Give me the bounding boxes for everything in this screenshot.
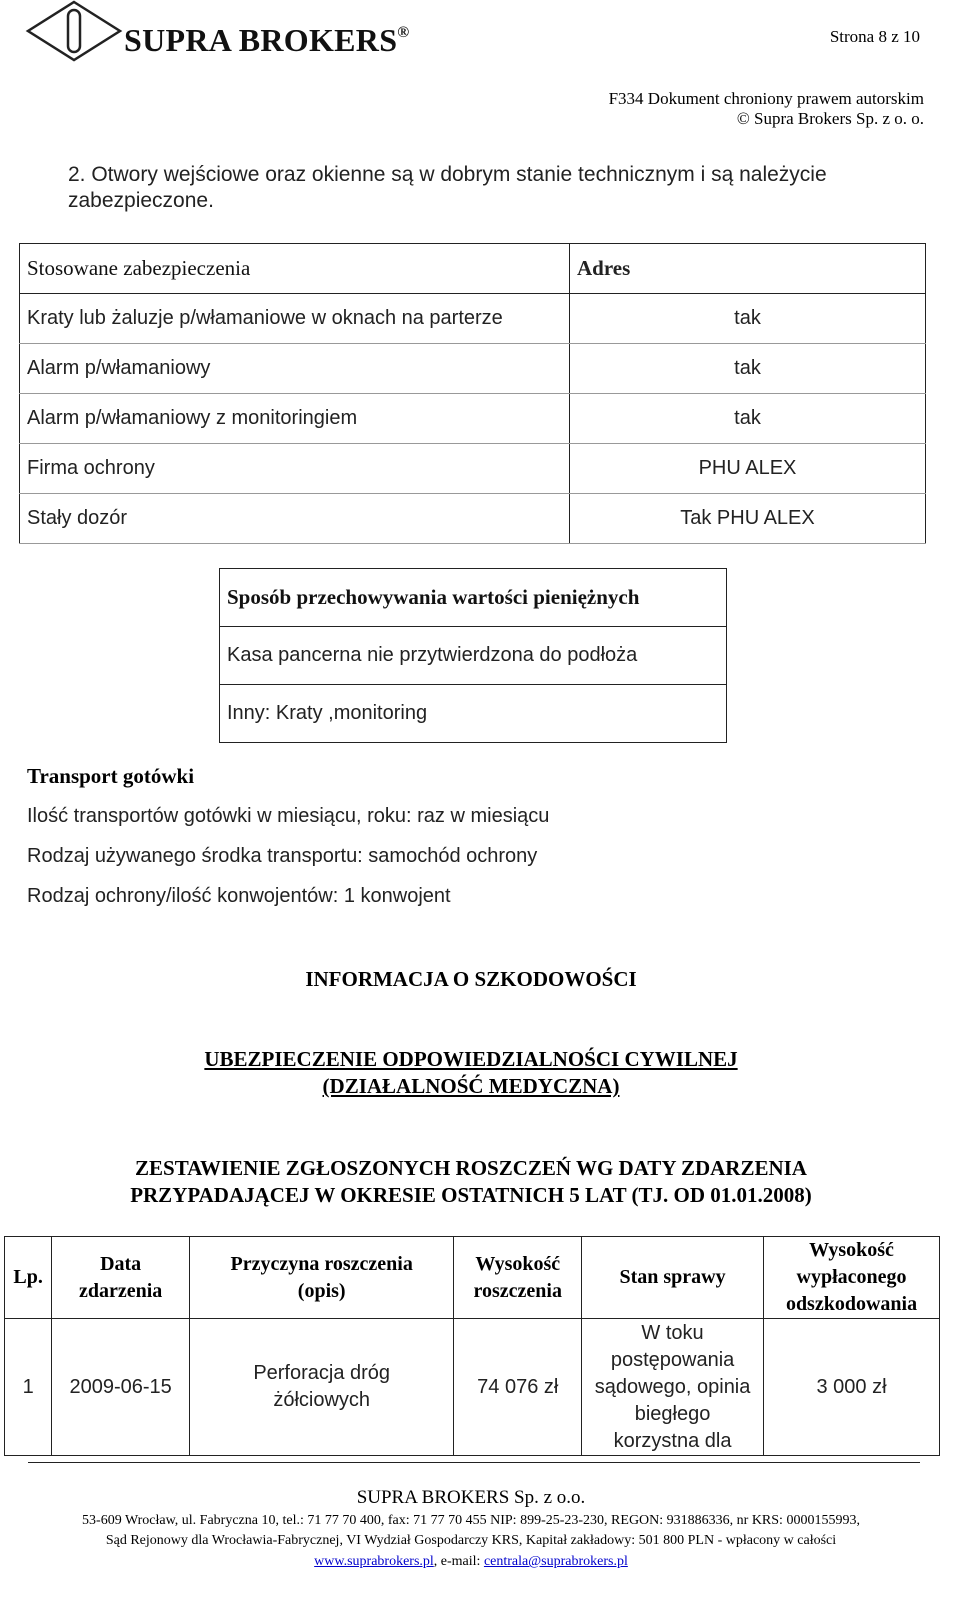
summary-title: ZESTAWIENIE ZGŁOSZONYCH ROSZCZEŃ WG DATY ZDARZENIA bbox=[135, 1156, 807, 1180]
storage-row: Kasa pancerna nie przytwierdzona do podłoża bbox=[220, 627, 727, 685]
security-label: Kraty lub żaluzje p/włamaniowe w oknach na parterze bbox=[20, 294, 570, 344]
email-link[interactable]: centrala@suprabrokers.pl bbox=[483, 1554, 628, 1569]
header-amount: Wysokość roszczenia bbox=[454, 1237, 582, 1319]
security-value: tak bbox=[570, 294, 926, 344]
header-cause: Przyczyna roszczenia (opis) bbox=[189, 1237, 453, 1319]
transport-count-line: Ilość transportów gotówki w miesiącu, roku: raz w miesiącu bbox=[27, 805, 550, 827]
copyright-notice bbox=[609, 89, 924, 129]
header-status: Stan sprawy bbox=[582, 1237, 764, 1319]
table-row bbox=[5, 1319, 940, 1456]
header-paid: Wysokość wypłaconego odszkodowania bbox=[764, 1237, 940, 1319]
security-label: Stały dozór bbox=[20, 494, 570, 544]
footer-court-line: Sąd Rejonowy dla Wrocławia-Fabrycznej, VI Wydział Gospodarczy KRS, Kapitał zakładowy: 501 800 PLN - wpłacony w całości bbox=[105, 1533, 837, 1548]
footer-contact-line bbox=[0, 1554, 942, 1570]
security-value: Tak PHU ALEX bbox=[570, 494, 926, 544]
supra-brokers-logo-icon bbox=[24, 0, 124, 62]
page-number: Strona 8 z 10 bbox=[829, 27, 920, 46]
security-label: Firma ochrony bbox=[20, 444, 570, 494]
cell-cause: Perforacja dróg żółciowych bbox=[189, 1319, 453, 1456]
storage-header: Sposób przechowywania wartości pieniężnych bbox=[220, 569, 727, 627]
footer-divider bbox=[28, 1462, 920, 1463]
security-value: tak bbox=[570, 344, 926, 394]
security-value: PHU ALEX bbox=[570, 444, 926, 494]
claims-table bbox=[4, 1236, 940, 1456]
transport-title: Transport gotówki bbox=[27, 764, 195, 788]
brand-name: SUPRA BROKERS® bbox=[124, 22, 410, 58]
doc-id-line: F334 Dokument chroniony prawem autorskim bbox=[608, 89, 924, 108]
openings-statement: 2. Otwory wejściowe oraz okienne są w dobrym stanie technicznym i są należycie zabezpieczone. bbox=[68, 163, 827, 212]
security-col2-header: Adres bbox=[570, 244, 926, 294]
cell-lp: 1 bbox=[5, 1319, 52, 1456]
footer-address-line: 53-609 Wrocław, ul. Fabryczna 10, tel.: 71 77 70 400, fax: 71 77 70 455 NIP: 899-25-23-230, REGON: 931886336, nr KRS: 0000155993, bbox=[82, 1513, 860, 1528]
insurance-subtitle: (DZIAŁALNOŚĆ MEDYCZNA) bbox=[322, 1074, 620, 1098]
cell-status: W toku postępowania sądowego, opinia biegłego korzystna dla bbox=[582, 1319, 764, 1456]
cell-date: 2009-06-15 bbox=[52, 1319, 190, 1456]
header-date: Data zdarzenia bbox=[52, 1237, 190, 1319]
security-col1-header: Stosowane zabezpieczenia bbox=[20, 244, 570, 294]
website-link[interactable]: www.suprabrokers.pl bbox=[314, 1554, 434, 1569]
footer-company: SUPRA BROKERS Sp. z o.o. bbox=[356, 1487, 586, 1508]
security-label: Alarm p/włamaniowy bbox=[20, 344, 570, 394]
email-label: , e-mail: bbox=[433, 1554, 484, 1569]
summary-subtitle: PRZYPADAJĄCEJ W OKRESIE OSTATNICH 5 LAT (TJ. OD 01.01.2008) bbox=[130, 1183, 812, 1207]
security-value: tak bbox=[570, 394, 926, 444]
security-table bbox=[19, 243, 926, 544]
transport-vehicle-line: Rodzaj używanego środka transportu: samochód ochrony bbox=[27, 845, 538, 867]
storage-row: Inny: Kraty ,monitoring bbox=[220, 685, 727, 743]
cell-amount: 74 076 zł bbox=[454, 1319, 582, 1456]
copyright-line: © Supra Brokers Sp. z o. o. bbox=[736, 109, 924, 128]
header-lp: Lp. bbox=[5, 1237, 52, 1319]
transport-escort-line: Rodzaj ochrony/ilość konwojentów: 1 konwojent bbox=[27, 885, 451, 907]
cell-paid: 3 000 zł bbox=[764, 1319, 940, 1456]
security-label: Alarm p/włamaniowy z monitoringiem bbox=[20, 394, 570, 444]
insurance-title: UBEZPIECZENIE ODPOWIEDZIALNOŚCI CYWILNEJ bbox=[204, 1047, 738, 1071]
claims-info-title: INFORMACJA O SZKODOWOŚCI bbox=[305, 967, 637, 991]
cash-storage-table bbox=[219, 568, 727, 743]
